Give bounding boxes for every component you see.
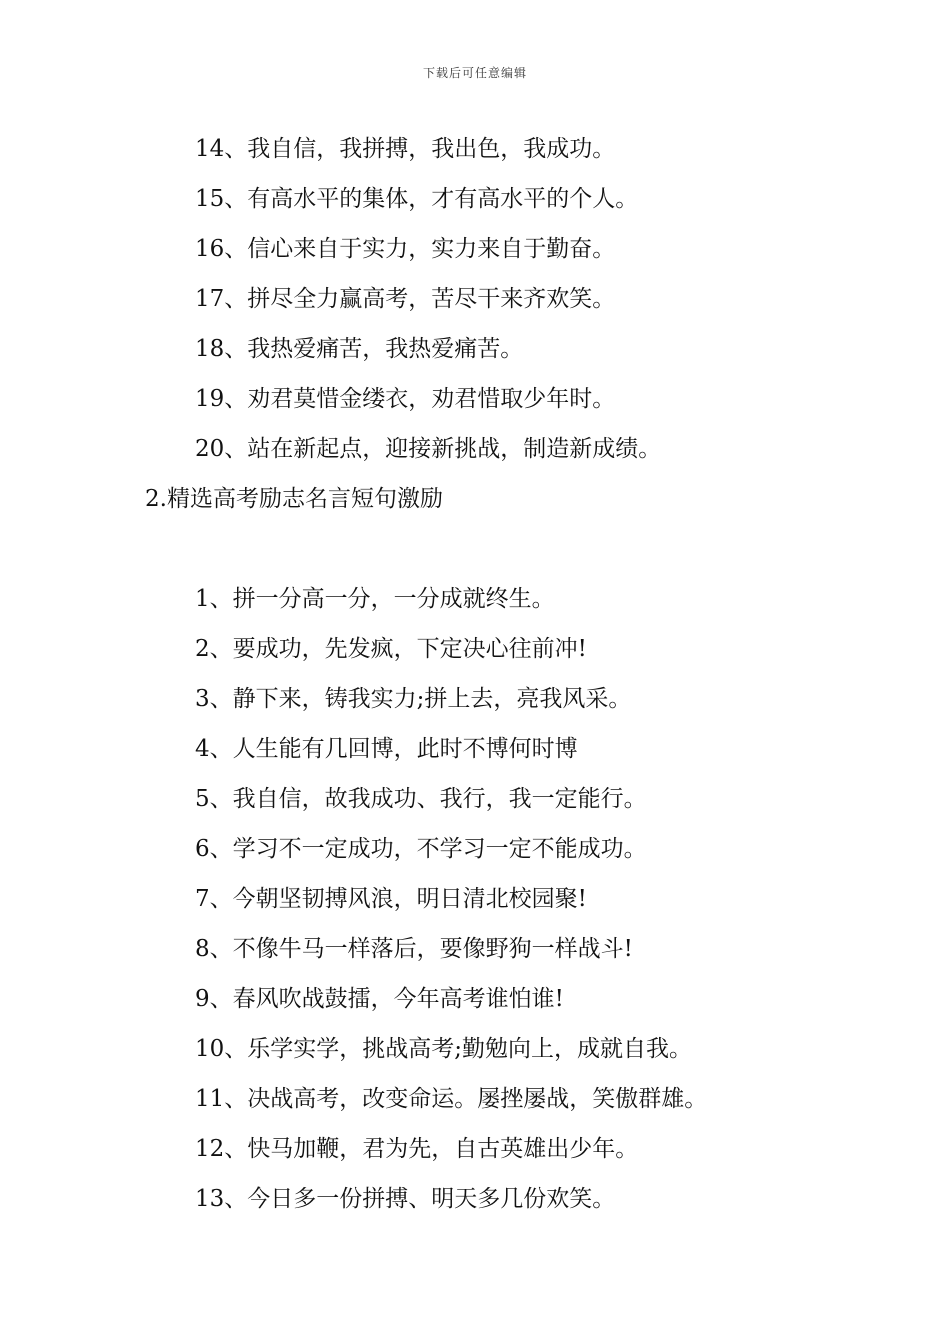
list-item: 18、我热爱痛苦，我热爱痛苦。 [195,336,524,362]
list-item: 2、要成功，先发疯，下定决心往前冲! [195,636,587,662]
list-item: 16、信心来自于实力，实力来自于勤奋。 [195,236,616,262]
list-item: 14、我自信，我拼搏，我出色，我成功。 [195,136,616,162]
list-item: 1、拼一分高一分，一分成就终生。 [195,586,555,612]
list-item: 5、我自信，故我成功、我行，我一定能行。 [195,786,647,812]
list-item: 12、快马加鞭，君为先，自古英雄出少年。 [195,1136,639,1162]
list-item: 15、有高水平的集体，才有高水平的个人。 [195,186,639,212]
list-item: 19、劝君莫惜金缕衣，劝君惜取少年时。 [195,386,616,412]
list-item: 17、拼尽全力赢高考，苦尽干来齐欢笑。 [195,286,616,312]
list-item: 10、乐学实学，挑战高考;勤勉向上，成就自我。 [195,1036,693,1062]
motto-list [0,574,950,1224]
list-item: 20、站在新起点，迎接新挑战，制造新成绩。 [195,436,662,462]
page-header: 下载后可任意编辑 [422,66,527,80]
list-item: 13、今日多一份拼搏、明天多几份欢笑。 [195,1186,616,1212]
list-item: 3、静下来，铸我实力;拼上去，亮我风采。 [195,686,632,712]
list-item: 7、今朝坚韧搏风浪，明日清北校园聚! [195,886,587,912]
list-item: 9、春风吹战鼓擂，今年高考谁怕谁! [195,986,564,1012]
list-item: 4、人生能有几回博，此时不博何时博 [195,736,578,762]
list-item: 6、学习不一定成功，不学习一定不能成功。 [195,836,647,862]
list-item: 11、决战高考，改变命运。屡挫屡战，笑傲群雄。 [195,1086,708,1112]
motto-list-continued [0,124,950,474]
list-item: 8、不像牛马一样落后，要像野狗一样战斗! [195,936,633,962]
section-heading: 2.精选高考励志名言短句激励 [145,486,443,512]
